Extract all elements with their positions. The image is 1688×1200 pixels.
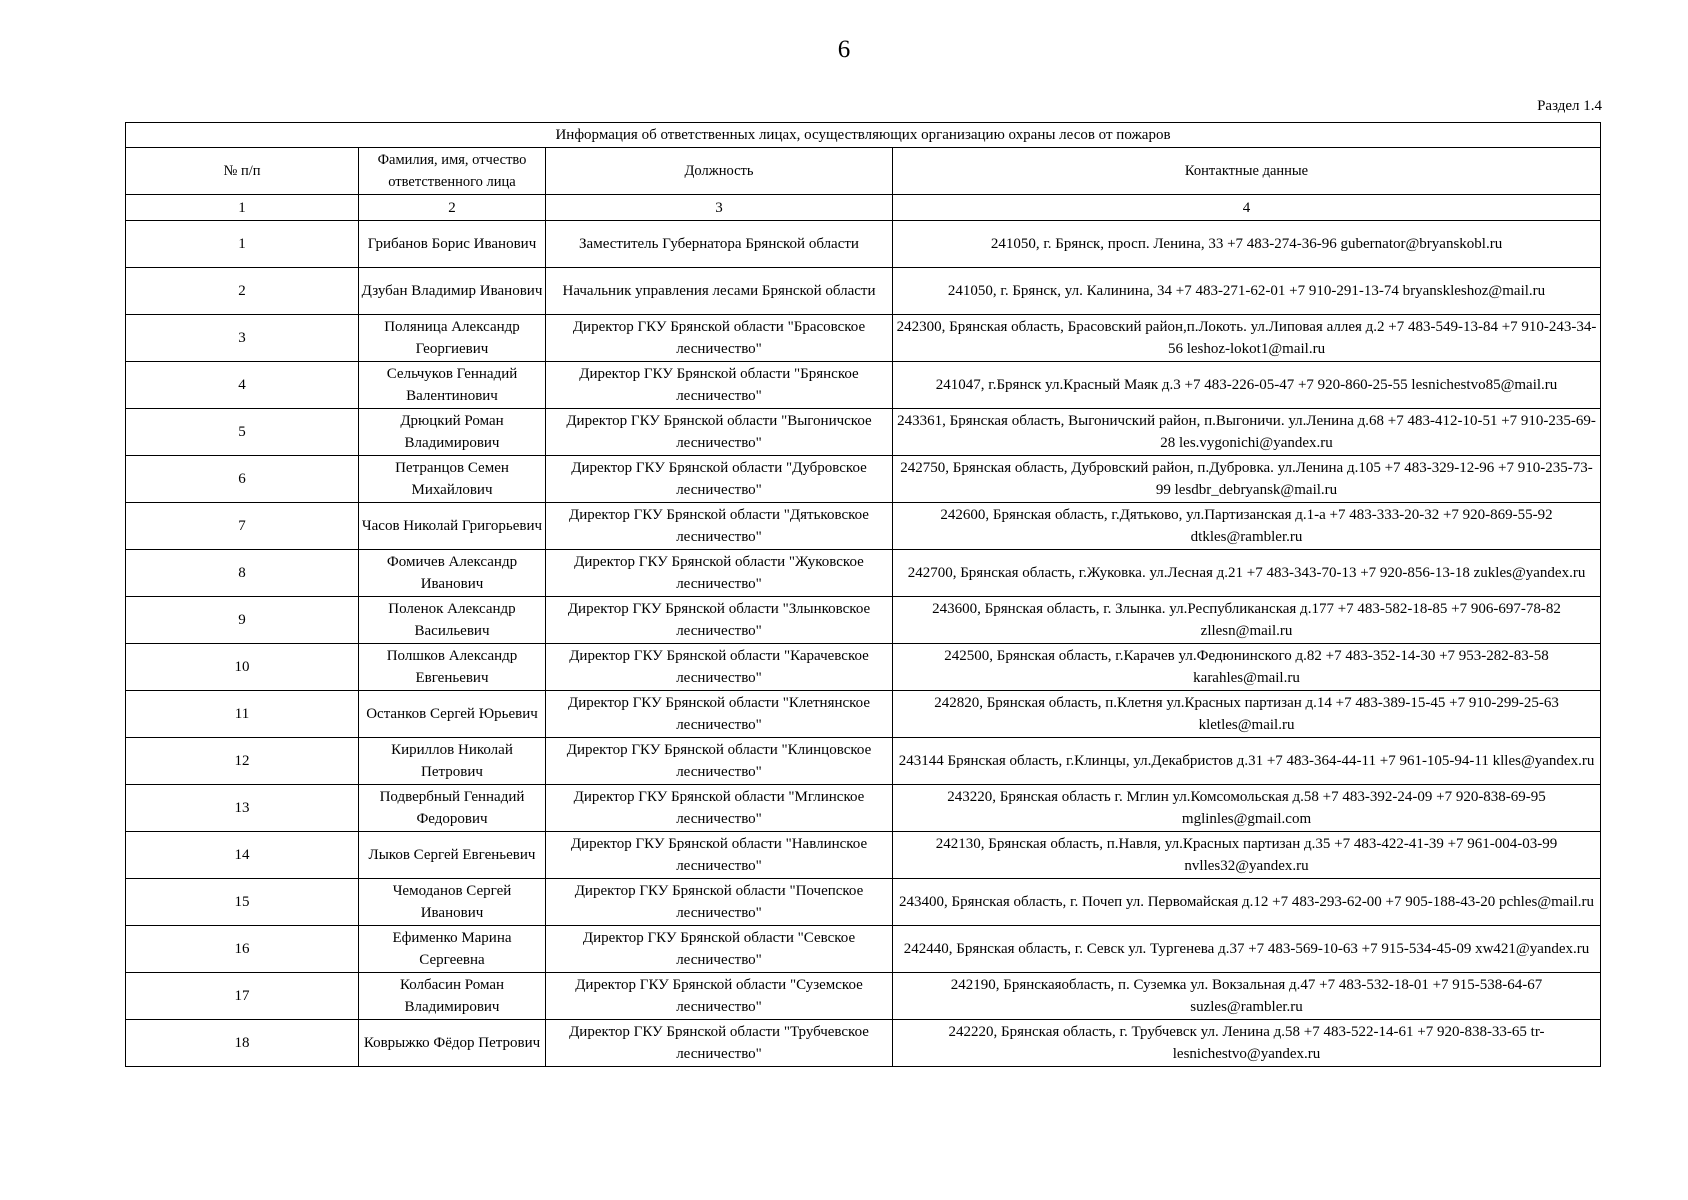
table-row: [126, 362, 1601, 409]
table-row: [126, 785, 1601, 832]
row-number: 7: [126, 503, 359, 550]
table-row: [126, 268, 1601, 315]
person-contacts: 242500, Брянская область, г.Карачев ул.Федюнинского д.82 +7 483-352-14-30 +7 953-282-83-58 karahles@mail.ru: [893, 644, 1601, 691]
person-name: Лыков Сергей Евгеньевич: [359, 832, 546, 879]
column-number-1: 1: [126, 195, 359, 221]
person-name: Грибанов Борис Иванович: [359, 221, 546, 268]
header-position: Должность: [546, 148, 893, 195]
person-contacts: 243220, Брянская область г. Мглин ул.Комсомольская д.58 +7 483-392-24-09 +7 920-838-69-95 mglinles@gmail.com: [893, 785, 1601, 832]
column-number-3: 3: [546, 195, 893, 221]
row-number: 2: [126, 268, 359, 315]
person-position: Директор ГКУ Брянской области "Дубровское лесничество": [546, 456, 893, 503]
header-full-name: Фамилия, имя, отчество ответственного лица: [359, 148, 546, 195]
table-row: [126, 597, 1601, 644]
table-row: [126, 973, 1601, 1020]
person-contacts: 241050, г. Брянск, просп. Ленина, 33 +7 483-274-36-96 gubernator@bryanskobl.ru: [893, 221, 1601, 268]
person-position: Директор ГКУ Брянской области "Севское лесничество": [546, 926, 893, 973]
person-position: Директор ГКУ Брянской области "Брасовское лесничество": [546, 315, 893, 362]
person-position: Директор ГКУ Брянской области "Дятьковское лесничество": [546, 503, 893, 550]
table-row: [126, 879, 1601, 926]
person-name: Чемоданов Сергей Иванович: [359, 879, 546, 926]
row-number: 14: [126, 832, 359, 879]
page-number: 6: [837, 36, 851, 63]
table-row: [126, 832, 1601, 879]
row-number: 4: [126, 362, 359, 409]
table-row: [126, 550, 1601, 597]
table-row: [126, 644, 1601, 691]
row-number: 12: [126, 738, 359, 785]
table-row: [126, 738, 1601, 785]
person-contacts: 242220, Брянская область, г. Трубчевск ул. Ленина д.58 +7 483-522-14-61 +7 920-838-33-65 tr-lesnichestvo@yandex.ru: [893, 1020, 1601, 1067]
row-number: 11: [126, 691, 359, 738]
table-row: [126, 221, 1601, 268]
person-name: Ефименко Марина Сергеевна: [359, 926, 546, 973]
person-contacts: 242300, Брянская область, Брасовский район,п.Локоть. ул.Липовая аллея д.2 +7 483-549-13-84 +7 910-243-34-56 leshoz-lokot1@mail.ru: [893, 315, 1601, 362]
row-number: 16: [126, 926, 359, 973]
row-number: 9: [126, 597, 359, 644]
person-position: Директор ГКУ Брянской области "Злынковское лесничество": [546, 597, 893, 644]
header-contacts: Контактные данные: [893, 148, 1601, 195]
person-contacts: 243600, Брянская область, г. Злынка. ул.Республиканская д.177 +7 483-582-18-85 +7 906-697-78-82 zllesn@mail.ru: [893, 597, 1601, 644]
person-contacts: 242130, Брянская область, п.Навля, ул.Красных партизан д.35 +7 483-422-41-39 +7 961-004-03-99 nvlles32@yandex.ru: [893, 832, 1601, 879]
person-contacts: 243144 Брянская область, г.Клинцы, ул.Декабристов д.31 +7 483-364-44-11 +7 961-105-94-11 klles@yandex.ru: [893, 738, 1601, 785]
section-label: Раздел 1.4: [1537, 98, 1602, 114]
person-name: Колбасин Роман Владимирович: [359, 973, 546, 1020]
responsible-persons-table: [125, 122, 1601, 1067]
row-number: 6: [126, 456, 359, 503]
person-position: Заместитель Губернатора Брянской области: [546, 221, 893, 268]
table-row: [126, 1020, 1601, 1067]
person-name: Часов Николай Григорьевич: [359, 503, 546, 550]
person-contacts: 242700, Брянская область, г.Жуковка. ул.Лесная д.21 +7 483-343-70-13 +7 920-856-13-18 zukles@yandex.ru: [893, 550, 1601, 597]
person-position: Директор ГКУ Брянской области "Выгоничское лесничество": [546, 409, 893, 456]
person-contacts: 241047, г.Брянск ул.Красный Маяк д.3 +7 483-226-05-47 +7 920-860-25-55 lesnichestvo85@mail.ru: [893, 362, 1601, 409]
row-number: 10: [126, 644, 359, 691]
person-contacts: 242190, Брянскаяобласть, п. Суземка ул. Вокзальная д.47 +7 483-532-18-01 +7 915-538-64-67 suzles@rambler.ru: [893, 973, 1601, 1020]
table-row: [126, 503, 1601, 550]
person-name: Петранцов Семен Михайлович: [359, 456, 546, 503]
table-row: [126, 409, 1601, 456]
person-contacts: 242820, Брянская область, п.Клетня ул.Красных партизан д.14 +7 483-389-15-45 +7 910-299-25-63 kletles@mail.ru: [893, 691, 1601, 738]
header-number: № п/п: [126, 148, 359, 195]
person-position: Директор ГКУ Брянской области "Трубчевское лесничество": [546, 1020, 893, 1067]
person-contacts: 241050, г. Брянск, ул. Калинина, 34 +7 483-271-62-01 +7 910-291-13-74 bryanskleshoz@mail.ru: [893, 268, 1601, 315]
person-name: Кириллов Николай Петрович: [359, 738, 546, 785]
person-name: Поленок Александр Васильевич: [359, 597, 546, 644]
table-row: [126, 691, 1601, 738]
column-number-4: 4: [893, 195, 1601, 221]
person-position: Директор ГКУ Брянской области "Суземское лесничество": [546, 973, 893, 1020]
table-caption: Информация об ответственных лицах, осуществляющих организацию охраны лесов от пожаров: [126, 123, 1601, 148]
person-contacts: 242440, Брянская область, г. Севск ул. Тургенева д.37 +7 483-569-10-63 +7 915-534-45-09 xw421@yandex.ru: [893, 926, 1601, 973]
person-name: Фомичев Александр Иванович: [359, 550, 546, 597]
person-name: Сельчуков Геннадий Валентинович: [359, 362, 546, 409]
table-row: [126, 315, 1601, 362]
person-name: Дрюцкий Роман Владимирович: [359, 409, 546, 456]
row-number: 17: [126, 973, 359, 1020]
person-name: Останков Сергей Юрьевич: [359, 691, 546, 738]
person-contacts: 243361, Брянская область, Выгоничский район, п.Выгоничи. ул.Ленина д.68 +7 483-412-10-51 +7 910-235-69-28 les.vygonichi@yandex.ru: [893, 409, 1601, 456]
person-name: Дзубан Владимир Иванович: [359, 268, 546, 315]
row-number: 8: [126, 550, 359, 597]
person-position: Директор ГКУ Брянской области "Клинцовское лесничество": [546, 738, 893, 785]
person-position: Директор ГКУ Брянской области "Жуковское лесничество": [546, 550, 893, 597]
column-number-2: 2: [359, 195, 546, 221]
person-contacts: 242600, Брянская область, г.Дятьково, ул.Партизанская д.1-а +7 483-333-20-32 +7 920-869-55-92 dtkles@rambler.ru: [893, 503, 1601, 550]
table-row: [126, 456, 1601, 503]
row-number: 3: [126, 315, 359, 362]
person-position: Директор ГКУ Брянской области "Клетнянское лесничество": [546, 691, 893, 738]
row-number: 13: [126, 785, 359, 832]
row-number: 15: [126, 879, 359, 926]
person-position: Директор ГКУ Брянской области "Почепское лесничество": [546, 879, 893, 926]
person-position: Директор ГКУ Брянской области "Брянское лесничество": [546, 362, 893, 409]
table-body: [126, 221, 1601, 1067]
row-number: 18: [126, 1020, 359, 1067]
table-row: [126, 926, 1601, 973]
person-contacts: 242750, Брянская область, Дубровский район, п.Дубровка. ул.Ленина д.105 +7 483-329-12-96 +7 910-235-73-99 lesdbr_debryansk@mail.ru: [893, 456, 1601, 503]
person-name: Подвербный Геннадий Федорович: [359, 785, 546, 832]
row-number: 5: [126, 409, 359, 456]
person-contacts: 243400, Брянская область, г. Почеп ул. Первомайская д.12 +7 483-293-62-00 +7 905-188-43-20 pchles@mail.ru: [893, 879, 1601, 926]
person-name: Коврыжко Фёдор Петрович: [359, 1020, 546, 1067]
person-position: Начальник управления лесами Брянской области: [546, 268, 893, 315]
person-position: Директор ГКУ Брянской области "Карачевское лесничество": [546, 644, 893, 691]
person-name: Полшков Александр Евгеньевич: [359, 644, 546, 691]
person-position: Директор ГКУ Брянской области "Мглинское лесничество": [546, 785, 893, 832]
person-position: Директор ГКУ Брянской области "Навлинское лесничество": [546, 832, 893, 879]
person-name: Поляница Александр Георгиевич: [359, 315, 546, 362]
row-number: 1: [126, 221, 359, 268]
